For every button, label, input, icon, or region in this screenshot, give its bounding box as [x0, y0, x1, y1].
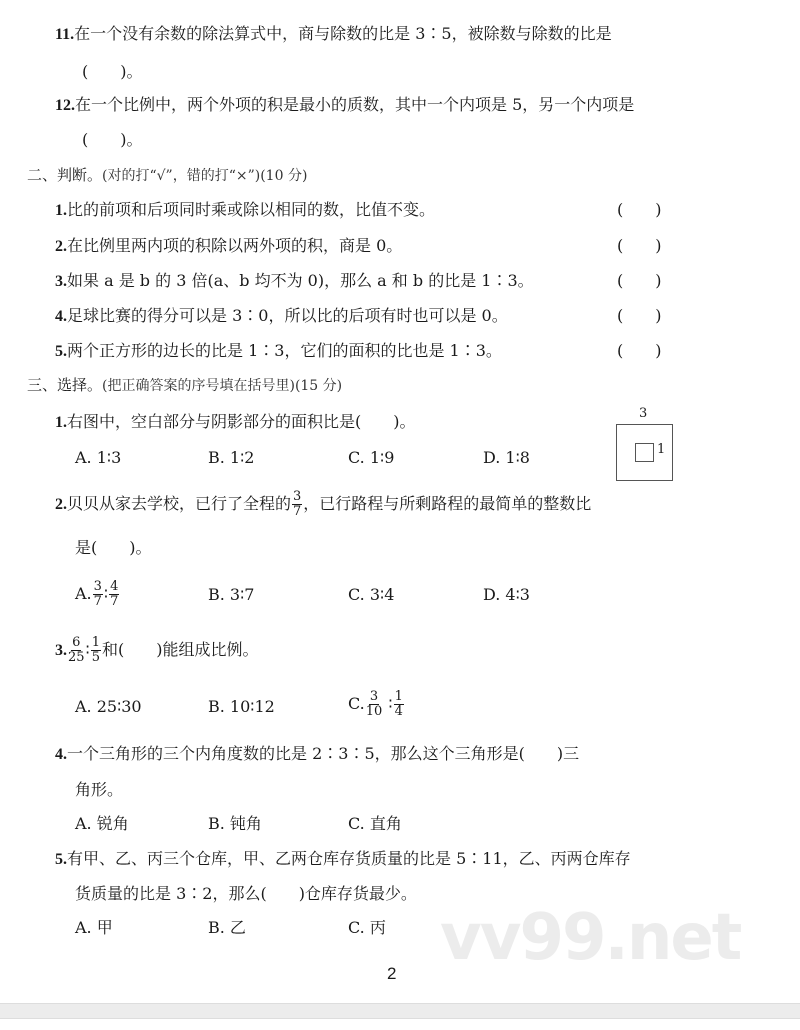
choice-q4	[55, 744, 579, 765]
ratio-sign: ∶	[103, 584, 109, 603]
denominator: 10	[365, 704, 383, 719]
q-num: 5.	[55, 343, 67, 360]
q-text: 右图中，空白部分与阴影部分的面积比是( )。	[67, 412, 416, 431]
q-text: 贝贝从家去学校，已行了全程的	[67, 494, 292, 513]
choice-q1	[55, 412, 416, 433]
option-c: C. 1∶9	[348, 448, 395, 467]
choice-q3	[55, 636, 259, 665]
q-text: 比的前项和后项同时乘或除以相同的数，比值不变。	[67, 200, 436, 219]
section-title: 二、判断。	[27, 166, 103, 184]
q-text: 一个三角形的三个内角度数的比是 2∶3∶5，那么这个三角形是( )三	[67, 744, 580, 763]
question-12	[55, 95, 634, 116]
numerator: 1	[91, 635, 100, 650]
q-text: ，已行路程与所剩路程的最简单的整数比	[303, 494, 592, 513]
option-c	[348, 690, 405, 719]
q-num: 2.	[55, 496, 67, 513]
section-note: (对的打“√”，错的打“×”)(10 分)	[102, 168, 308, 184]
section-title: 三、选择。	[27, 376, 103, 394]
numerator: 3	[369, 689, 379, 704]
option-c: C. 3∶4	[348, 585, 395, 604]
choice-q4-cont: 角形。	[75, 780, 124, 799]
denominator: 7	[93, 594, 102, 609]
option-c: C. 丙	[348, 918, 386, 937]
judge-item	[55, 271, 534, 292]
q-text: 和( )能组成比例。	[102, 640, 259, 659]
judge-section-title	[27, 165, 307, 186]
numerator: 1	[394, 689, 403, 704]
fraction	[292, 490, 302, 519]
option-d: D. 4∶3	[483, 585, 530, 604]
choice-q5-cont: 货质量的比是 3∶2，那么( )仓库存货最少。	[75, 884, 417, 903]
denominator: 4	[394, 704, 403, 719]
answer-blank: ( )	[617, 200, 662, 219]
numerator: 6	[72, 635, 81, 650]
q-num: 5.	[55, 851, 67, 868]
option-b: B. 3∶7	[208, 585, 255, 604]
inner-square	[635, 443, 654, 462]
q-text: 如果 a 是 b 的 3 倍(a、b 均不为 0)，那么 a 和 b 的比是 1∶3。	[67, 271, 534, 290]
fraction	[91, 636, 101, 665]
option-b: B. 1∶2	[208, 448, 255, 467]
ratio-sign: ∶	[388, 694, 393, 713]
option-b: B. 10∶12	[208, 697, 275, 716]
question-11-blank: ( )。	[82, 62, 143, 81]
denominator: 25	[68, 650, 85, 665]
q-num: 4.	[55, 746, 67, 763]
q-num: 12.	[55, 97, 75, 114]
denominator: 7	[110, 594, 119, 609]
q-text: 有甲、乙、丙三个仓库，甲、乙两仓库存货质量的比是 5∶11，乙、丙两仓库存	[67, 849, 631, 868]
q-text: 两个正方形的边长的比是 1∶3，它们的面积的比也是 1∶3。	[67, 341, 502, 360]
judge-item	[55, 306, 508, 327]
numerator: 4	[110, 579, 119, 594]
q-num: 2.	[55, 238, 67, 255]
figure-inner-label: 1	[657, 442, 666, 457]
page-number: 2	[387, 964, 397, 983]
option-label: C.	[348, 694, 365, 713]
q-num: 1.	[55, 414, 67, 431]
answer-blank: ( )	[617, 341, 662, 360]
figure-outer-label: 3	[639, 406, 648, 421]
choice-q2	[55, 490, 591, 519]
option-a: A. 锐角	[75, 814, 129, 833]
option-a: A. 25∶30	[75, 697, 142, 716]
q-text: 在一个比例中，两个外项的积是最小的质数，其中一个内项是 5，另一个内项是	[75, 95, 635, 114]
option-label: A.	[75, 584, 92, 603]
option-d: D. 1∶8	[483, 448, 530, 467]
judge-item	[55, 341, 502, 362]
question-12-blank: ( )。	[82, 130, 143, 149]
choice-q5	[55, 849, 631, 870]
option-c: C. 直角	[348, 814, 402, 833]
fraction	[68, 636, 85, 665]
judge-item	[55, 236, 402, 257]
denominator: 7	[293, 504, 302, 519]
numerator: 3	[93, 579, 102, 594]
q-text: 在比例里两内项的积除以两外项的积，商是 0。	[67, 236, 403, 255]
question-11	[55, 24, 612, 45]
ratio-sign: ∶	[85, 640, 90, 659]
section-note: (把正确答案的序号填在括号里)(15 分)	[102, 378, 343, 394]
option-b: B. 乙	[208, 918, 246, 937]
denominator: 5	[91, 650, 100, 665]
option-b: B. 钝角	[208, 814, 262, 833]
option-a: A. 甲	[75, 918, 113, 937]
fraction	[93, 580, 103, 609]
answer-blank: ( )	[617, 236, 662, 255]
q-num: 4.	[55, 308, 67, 325]
page-separator	[0, 1003, 800, 1019]
q-num: 1.	[55, 202, 67, 219]
option-a: A. 1∶3	[75, 448, 122, 467]
choice-section-title	[27, 375, 342, 396]
answer-blank: ( )	[617, 271, 662, 290]
q-num: 3.	[55, 642, 67, 659]
q-text: 在一个没有余数的除法算式中，商与除数的比是 3∶5，被除数与除数的比是	[74, 24, 612, 43]
fraction	[394, 690, 404, 719]
watermark: vv99.net	[440, 901, 741, 975]
q-num: 11.	[55, 26, 75, 43]
option-a	[75, 580, 120, 609]
numerator: 3	[293, 489, 302, 504]
judge-item	[55, 200, 435, 221]
answer-blank: ( )	[617, 306, 662, 325]
choice-q2-cont: 是( )。	[75, 538, 152, 557]
fraction	[109, 580, 119, 609]
q-num: 3.	[55, 273, 67, 290]
fraction	[366, 690, 383, 719]
q-text: 足球比赛的得分可以是 3∶0，所以比的后项有时也可以是 0。	[67, 306, 508, 325]
